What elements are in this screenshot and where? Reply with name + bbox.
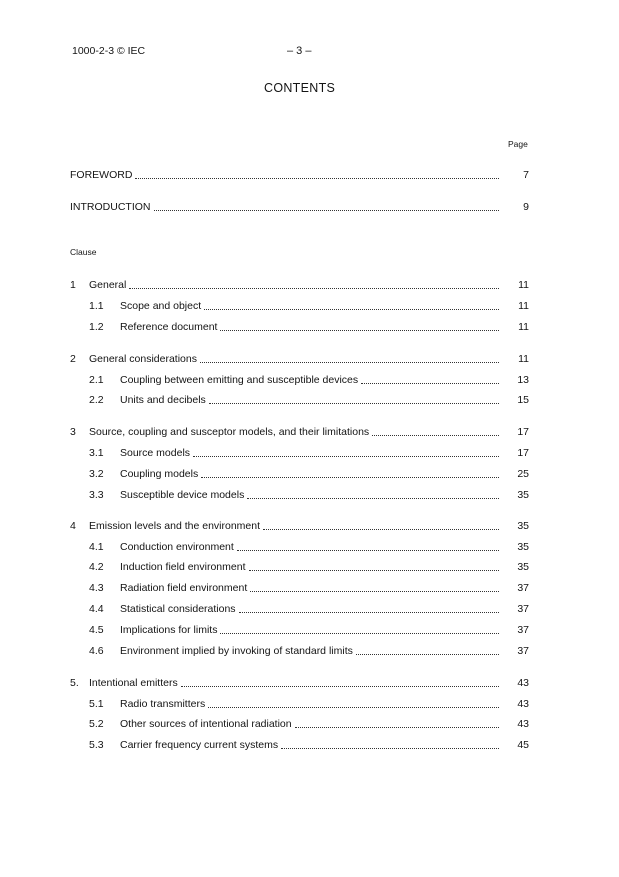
toc-entry-page: 11 [518, 300, 529, 312]
toc-entry-page: 43 [517, 677, 529, 689]
toc-entry-title: FOREWORD [70, 169, 133, 181]
toc-entry-number: 2 [70, 353, 76, 365]
toc-entry-title: Units and decibels [120, 394, 206, 406]
toc-entry-title: Coupling models [120, 468, 199, 480]
toc-entry-title: Source, coupling and susceptor models, and their limitations [89, 426, 370, 438]
page-column-label: Page [508, 139, 528, 149]
toc-entry-number: 4.5 [89, 624, 104, 636]
toc-subsection-3-3[interactable] [89, 488, 529, 502]
toc-entry-title: Scope and object [120, 300, 202, 312]
toc-entry-number: 5.2 [89, 718, 104, 730]
toc-entry-page: 17 [517, 426, 529, 438]
dot-leader [263, 525, 499, 530]
toc-entry-title: Susceptible device models [120, 489, 245, 501]
toc-entry-page: 11 [518, 279, 529, 291]
toc-entry-title: Statistical considerations [120, 603, 236, 615]
toc-subsection-3-1[interactable] [89, 446, 529, 460]
toc-entry-title: Coupling between emitting and susceptible devices [120, 374, 359, 386]
toc-entry-number: 2.1 [89, 374, 104, 386]
dot-leader [295, 723, 499, 728]
toc-subsection-4-2[interactable] [89, 560, 529, 574]
toc-entry-page: 25 [517, 468, 529, 480]
toc-entry-page: 11 [518, 321, 529, 333]
dot-leader [204, 305, 499, 310]
toc-entry-page: 35 [517, 541, 529, 553]
toc-subsection-1-2[interactable] [89, 320, 529, 334]
toc-entry-number: 4.4 [89, 603, 104, 615]
dot-leader [281, 744, 499, 749]
toc-entry-page: 37 [517, 645, 529, 657]
dot-leader [154, 206, 500, 211]
dot-leader [220, 326, 499, 331]
toc-subsection-4-1[interactable] [89, 540, 529, 554]
toc-entry-number: 4.3 [89, 582, 104, 594]
toc-entry-number: 2.2 [89, 394, 104, 406]
toc-entry-number: 5.1 [89, 698, 104, 710]
toc-entry-page: 43 [517, 698, 529, 710]
toc-entry-page: 7 [523, 169, 529, 181]
toc-section-3[interactable] [70, 425, 529, 439]
toc-entry-number: 4.1 [89, 541, 104, 553]
dot-leader [200, 358, 499, 363]
toc-entry-title: Radiation field environment [120, 582, 248, 594]
toc-section-4[interactable] [70, 519, 529, 533]
toc-entry-page: 35 [517, 520, 529, 532]
toc-entry-number: 1.2 [89, 321, 104, 333]
toc-entry-page: 11 [518, 353, 529, 365]
dot-leader [220, 629, 499, 634]
toc-entry-page: 35 [517, 489, 529, 501]
toc-entry-number: 4.6 [89, 645, 104, 657]
toc-subsection-2-1[interactable] [89, 373, 529, 387]
toc-section-1[interactable] [70, 278, 529, 292]
toc-subsection-1-1[interactable] [89, 299, 529, 313]
dot-leader [237, 546, 499, 551]
toc-subsection-5-1[interactable] [89, 697, 529, 711]
toc-entry-title: Other sources of intentional radiation [120, 718, 292, 730]
clause-column-label: Clause [70, 247, 97, 257]
toc-entry-page: 45 [517, 739, 529, 751]
toc-entry-number: 5.3 [89, 739, 104, 751]
dot-leader [361, 379, 499, 384]
toc-entry-title: Implications for limits [120, 624, 218, 636]
toc-entry-number: 4.2 [89, 561, 104, 573]
toc-entry-page: 37 [517, 624, 529, 636]
toc-entry-title: Environment implied by invoking of standard limits [120, 645, 353, 657]
toc-subsection-5-2[interactable] [89, 717, 529, 731]
dot-leader [356, 650, 499, 655]
toc-subsection-4-3[interactable] [89, 581, 529, 595]
page-title: CONTENTS [264, 81, 336, 95]
toc-entry-title: INTRODUCTION [70, 201, 151, 213]
toc-subsection-4-5[interactable] [89, 623, 529, 637]
dot-leader [209, 399, 499, 404]
toc-entry-number: 3.3 [89, 489, 104, 501]
document-reference: 1000-2-3 © IEC [72, 45, 146, 57]
toc-entry-number: 3.1 [89, 447, 104, 459]
toc-section-2[interactable] [70, 352, 529, 366]
toc-subsection-3-2[interactable] [89, 467, 529, 481]
toc-entry-page: 43 [517, 718, 529, 730]
toc-entry-title: Reference document [120, 321, 218, 333]
dot-leader [129, 284, 499, 289]
dot-leader [247, 494, 499, 499]
toc-entry-title: General considerations [89, 353, 197, 365]
dot-leader [193, 452, 499, 457]
toc-entry-number: 4 [70, 520, 76, 532]
toc-entry-page: 15 [517, 394, 529, 406]
toc-entry-title: Conduction environment [120, 541, 234, 553]
toc-entry-page: 9 [523, 201, 529, 213]
toc-subsection-4-4[interactable] [89, 602, 529, 616]
toc-subsection-4-6[interactable] [89, 644, 529, 658]
dot-leader [250, 587, 499, 592]
toc-subsection-5-3[interactable] [89, 738, 529, 752]
dot-leader [181, 682, 499, 687]
toc-entry-introduction[interactable] [70, 200, 529, 214]
toc-entry-title: General [89, 279, 127, 291]
toc-entry-number: 5. [70, 677, 79, 689]
toc-entry-title: Carrier frequency current systems [120, 739, 279, 751]
toc-section-5[interactable] [70, 676, 529, 690]
dot-leader [208, 703, 499, 708]
toc-entry-number: 3.2 [89, 468, 104, 480]
toc-entry-title: Source models [120, 447, 191, 459]
dot-leader [239, 608, 499, 613]
toc-entry-page: 17 [517, 447, 529, 459]
toc-entry-number: 3 [70, 426, 76, 438]
toc-entry-number: 1 [70, 279, 76, 291]
dot-leader [372, 431, 499, 436]
page-number: – 3 – [287, 45, 312, 57]
toc-entry-page: 37 [517, 582, 529, 594]
dot-leader [249, 566, 500, 571]
toc-subsection-2-2[interactable] [89, 393, 529, 407]
toc-entry-title: Intentional emitters [89, 677, 178, 689]
toc-entry-page: 13 [517, 374, 529, 386]
dot-leader [135, 174, 499, 179]
toc-entry-title: Emission levels and the environment [89, 520, 261, 532]
toc-entry-foreword[interactable] [70, 168, 529, 182]
toc-entry-page: 37 [517, 603, 529, 615]
toc-entry-title: Induction field environment [120, 561, 246, 573]
dot-leader [201, 473, 499, 478]
toc-entry-title: Radio transmitters [120, 698, 206, 710]
toc-entry-page: 35 [517, 561, 529, 573]
toc-entry-number: 1.1 [89, 300, 104, 312]
